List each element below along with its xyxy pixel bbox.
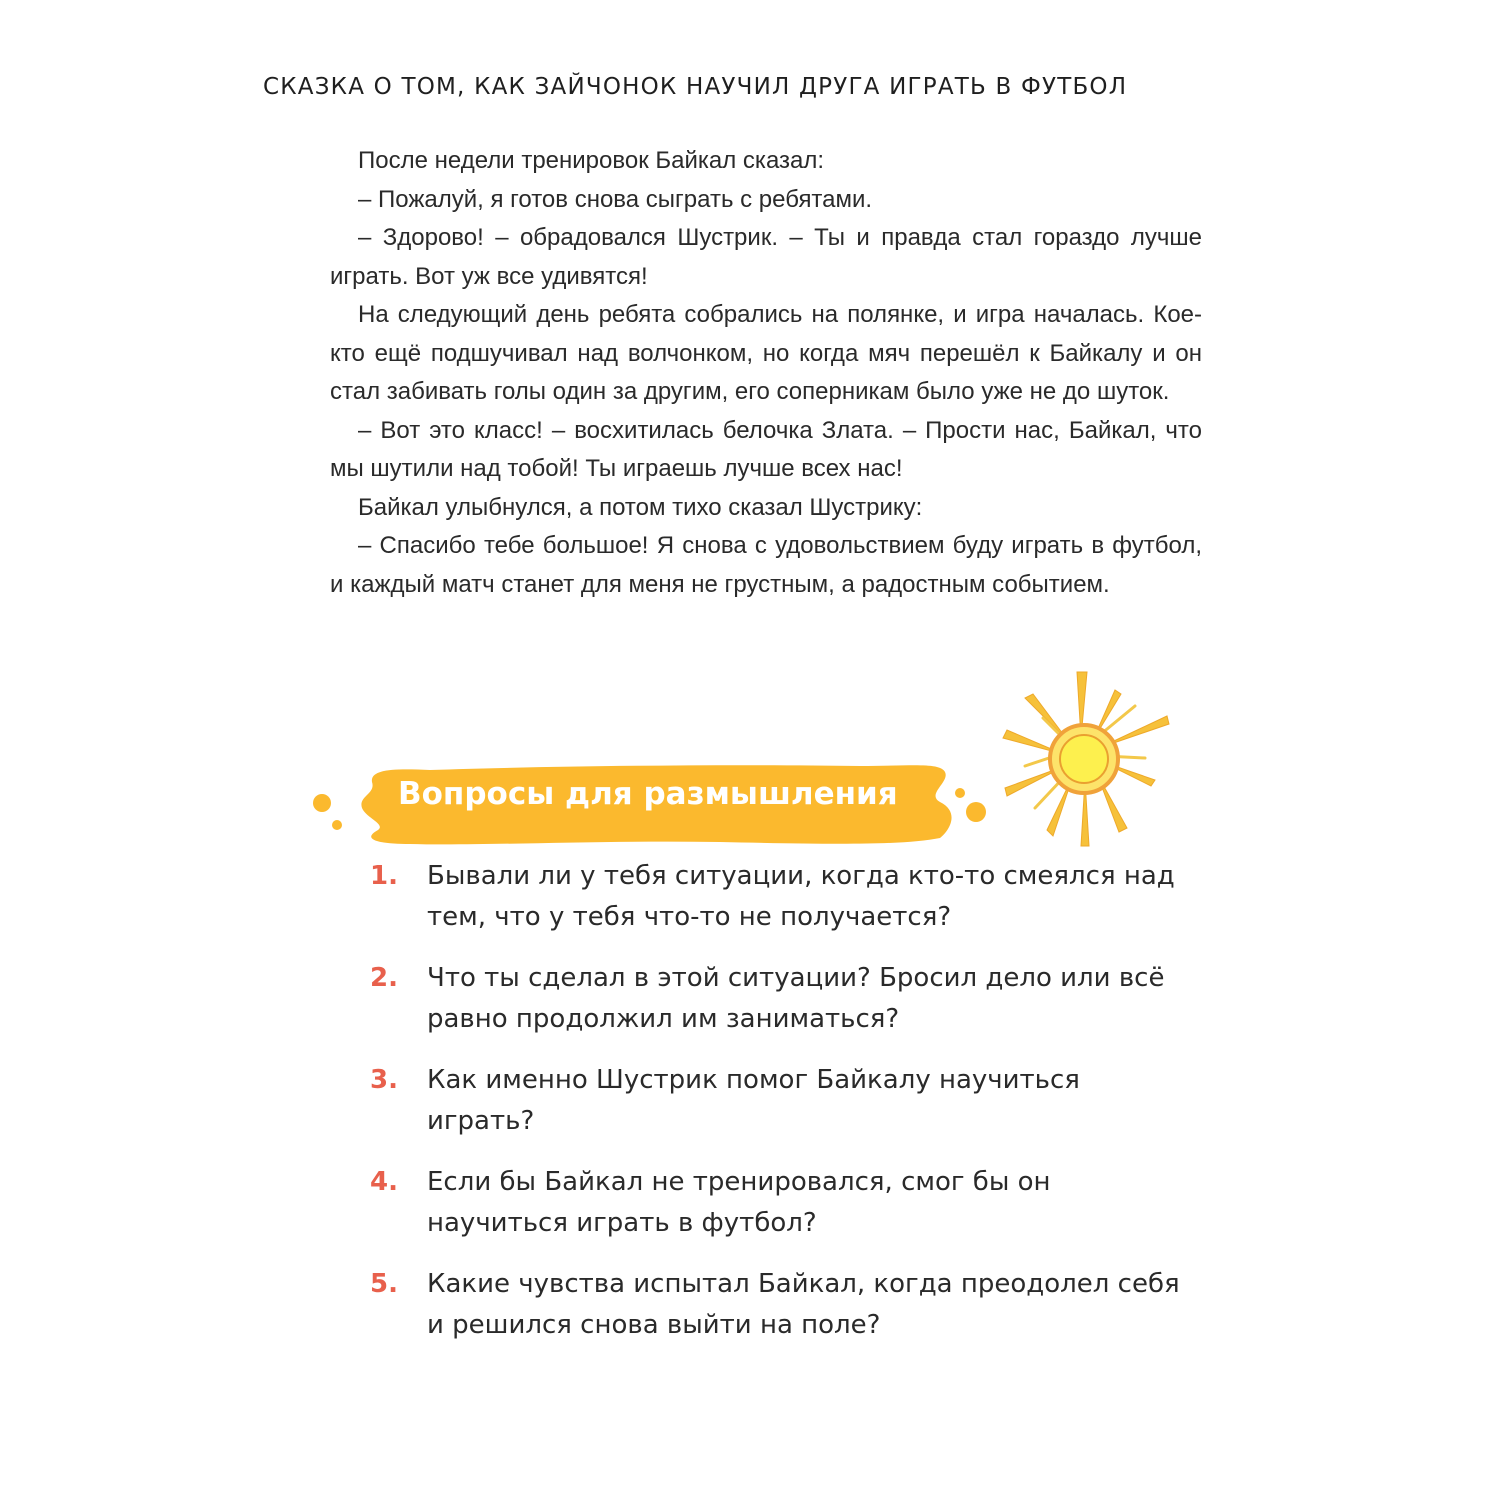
question-number: 2. (370, 963, 398, 993)
question-item (370, 856, 1190, 938)
question-text: Что ты сделал в этой ситуации? Бросил дело или всё равно продолжил им заниматься? (427, 963, 1165, 1034)
section-title: Вопросы для размышления (398, 776, 898, 812)
story-paragraph: – Здорово! – обрадовался Шустрик. – Ты и правда стал гораздо лучше играть. Вот уж все удивятся! (330, 224, 1202, 290)
banner-dot (313, 794, 331, 812)
question-text: Бывали ли у тебя ситуации, когда кто-то смеялся над тем, что у тебя что-то не получается? (427, 861, 1175, 932)
sun-core (1060, 735, 1108, 783)
banner-dot (966, 802, 986, 822)
story-paragraph: – Вот это класс! – восхитилась белочка Злата. – Прости нас, Байкал, что мы шутили над тобой! Ты играешь лучше всех нас! (330, 416, 1202, 482)
question-text: Как именно Шустрик помог Байкалу научиться играть? (427, 1065, 1080, 1136)
running-title: СКАЗКА О ТОМ, КАК ЗАЙЧОНОК НАУЧИЛ ДРУГА ИГРАТЬ В ФУТБОЛ (263, 74, 1128, 100)
story-paragraph: – Спасибо тебе большое! Я снова с удовольствием буду играть в футбол, и каждый матч станет для меня не грустным, а радостным событием. (330, 532, 1202, 598)
question-number: 5. (370, 1269, 398, 1299)
story-paragraph: – Пожалуй, я готов снова сыграть с ребятами. (358, 185, 873, 213)
question-item (370, 1060, 1190, 1142)
sun-icon (995, 668, 1175, 848)
question-number: 4. (370, 1167, 398, 1197)
story-paragraph: После недели тренировок Байкал сказал: (358, 147, 825, 174)
question-text: Какие чувства испытал Байкал, когда преодолел себя и решился снова выйти на поле? (427, 1269, 1180, 1340)
story-paragraph: Байкал улыбнулся, а потом тихо сказал Шустрику: (358, 493, 923, 521)
banner-dot (332, 820, 342, 830)
questions-list (370, 856, 1190, 1366)
question-number: 3. (370, 1065, 398, 1095)
story-paragraph: На следующий день ребята собрались на полянке, и игра началась. Кое-кто ещё подшучивал над волчонком, но когда мяч перешёл к Байкалу и он стал забивать голы один за другим, его соперникам было уже не до шуток. (330, 301, 1202, 405)
question-number: 1. (370, 861, 398, 891)
question-text: Если бы Байкал не тренировался, смог бы он научиться играть в футбол? (427, 1167, 1051, 1238)
question-item (370, 1264, 1190, 1346)
question-item (370, 958, 1190, 1040)
question-item (370, 1162, 1190, 1244)
story-text (330, 142, 1202, 604)
